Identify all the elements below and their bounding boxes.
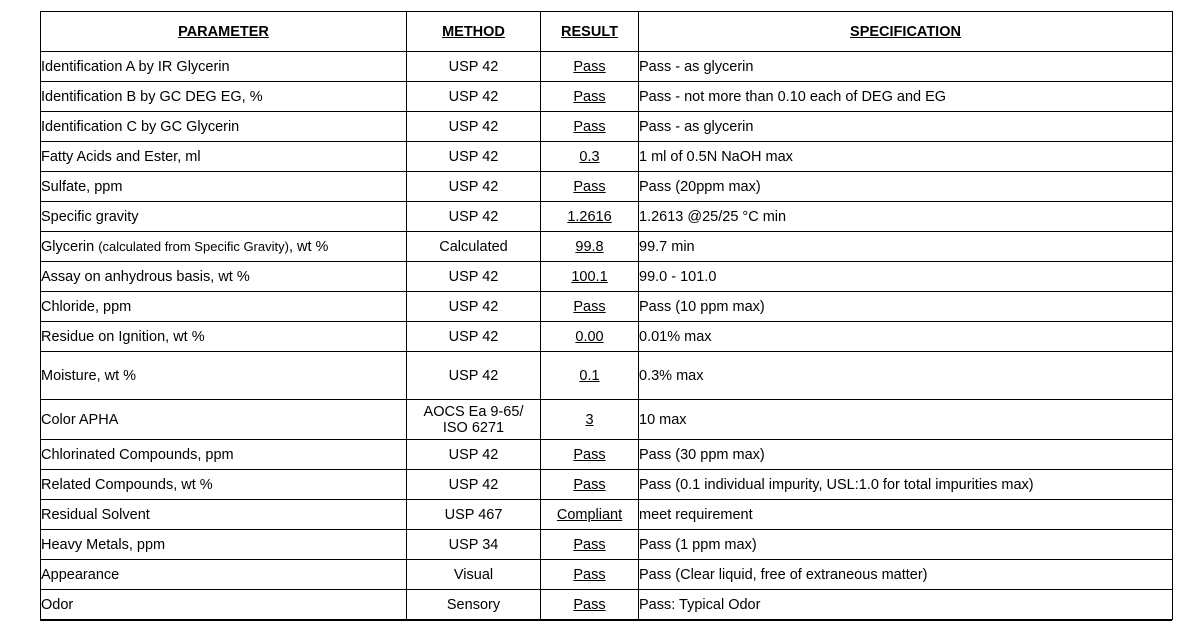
method-cell: USP 467 [407,500,541,530]
specification-cell: 1 ml of 0.5N NaOH max [639,142,1173,172]
table-row [41,292,1173,322]
parameter-cell: Heavy Metals, ppm [41,530,407,560]
method-cell: USP 42 [407,470,541,500]
parameter-cell: Sulfate, ppm [41,172,407,202]
table-row [41,82,1173,112]
result-cell [541,530,639,560]
parameter-cell: Fatty Acids and Ester, ml [41,142,407,172]
parameter-cell: Color APHA [41,400,407,440]
result-value: Pass [573,536,606,553]
table-bottom-rule [40,619,1172,621]
method-cell: USP 42 [407,172,541,202]
result-value: Pass [573,298,606,315]
method-cell: Calculated [407,232,541,262]
specification-cell: Pass (Clear liquid, free of extraneous matter) [639,560,1173,590]
table-row [41,560,1173,590]
parameter-cell: Residue on Ignition, wt % [41,322,407,352]
parameter-suffix: , wt % [288,238,329,255]
result-cell [541,560,639,590]
result-value: 100.1 [571,268,608,285]
result-cell [541,292,639,322]
specification-cell: meet requirement [639,500,1173,530]
result-cell [541,352,639,400]
method-cell: USP 42 [407,262,541,292]
result-value: Pass [573,446,606,463]
specification-cell: Pass (20ppm max) [639,172,1173,202]
result-value: Compliant [556,506,623,523]
parameter-cell [41,232,407,262]
parameter-cell: Related Compounds, wt % [41,470,407,500]
specification-sheet [40,11,1172,620]
method-cell: USP 42 [407,52,541,82]
specification-cell: Pass (1 ppm max) [639,530,1173,560]
result-cell [541,52,639,82]
method-cell [407,400,541,440]
method-cell: USP 34 [407,530,541,560]
result-value: 0.1 [579,367,600,384]
table-row [41,530,1173,560]
method-cell: USP 42 [407,82,541,112]
specification-cell: 0.01% max [639,322,1173,352]
specification-cell: 99.7 min [639,232,1173,262]
method-cell: USP 42 [407,440,541,470]
table-row [41,352,1173,400]
result-cell [541,202,639,232]
method-cell: USP 42 [407,292,541,322]
table-row [41,52,1173,82]
result-cell [541,172,639,202]
result-value: Pass [573,476,606,493]
parameter-cell: Assay on anhydrous basis, wt % [41,262,407,292]
result-value: Pass [573,58,606,75]
table-row [41,590,1173,620]
specification-cell: 0.3% max [639,352,1173,400]
method-line-2: ISO 6271 [442,419,505,436]
specification-cell: 1.2613 @25/25 °C min [639,202,1173,232]
method-line-1: AOCS Ea 9-65/ [423,403,524,420]
header-result: RESULT [541,12,639,52]
parameter-main: Glycerin [41,238,95,255]
result-cell [541,322,639,352]
header-specification: SPECIFICATION [639,12,1173,52]
method-cell: Visual [407,560,541,590]
table-row [41,232,1173,262]
parameter-cell: Identification B by GC DEG EG, % [41,82,407,112]
parameter-cell: Chloride, ppm [41,292,407,322]
parameter-note: (calculated from Specific Gravity) [98,238,289,254]
result-value: Pass [573,596,606,613]
result-value: Pass [573,566,606,583]
method-cell: USP 42 [407,142,541,172]
result-cell [541,590,639,620]
result-cell [541,500,639,530]
table-row [41,142,1173,172]
result-value: Pass [573,88,606,105]
table-row [41,400,1173,440]
result-cell [541,142,639,172]
header-method: METHOD [407,12,541,52]
header-parameter: PARAMETER [41,12,407,52]
result-cell [541,112,639,142]
table-row [41,262,1173,292]
table-row [41,500,1173,530]
table-header-row [41,12,1173,52]
result-cell [541,400,639,440]
parameter-cell: Chlorinated Compounds, ppm [41,440,407,470]
method-cell: USP 42 [407,322,541,352]
result-value: 0.00 [575,328,604,345]
parameter-cell: Appearance [41,560,407,590]
table-row [41,322,1173,352]
specification-cell: 10 max [639,400,1173,440]
method-cell: Sensory [407,590,541,620]
method-cell: USP 42 [407,352,541,400]
table-row [41,440,1173,470]
table-row [41,112,1173,142]
parameter-cell: Moisture, wt % [41,352,407,400]
method-cell: USP 42 [407,202,541,232]
specification-cell: Pass (30 ppm max) [639,440,1173,470]
parameter-cell: Odor [41,590,407,620]
table-row [41,202,1173,232]
result-value: 0.3 [579,148,600,165]
specification-cell: 99.0 - 101.0 [639,262,1173,292]
specification-cell: Pass (10 ppm max) [639,292,1173,322]
result-cell [541,470,639,500]
result-value: 1.2616 [567,208,612,225]
result-value: Pass [573,118,606,135]
specification-cell: Pass (0.1 individual impurity, USL:1.0 for total impurities max) [639,470,1173,500]
test-results-table [40,11,1173,620]
table-row [41,470,1173,500]
result-value: 3 [585,411,594,428]
specification-cell: Pass - as glycerin [639,52,1173,82]
parameter-cell: Specific gravity [41,202,407,232]
specification-cell: Pass - as glycerin [639,112,1173,142]
result-cell [541,440,639,470]
specification-cell: Pass - not more than 0.10 each of DEG and EG [639,82,1173,112]
result-cell [541,262,639,292]
specification-cell: Pass: Typical Odor [639,590,1173,620]
result-cell [541,232,639,262]
table-row [41,172,1173,202]
parameter-cell: Identification A by IR Glycerin [41,52,407,82]
result-cell [541,82,639,112]
result-value: Pass [573,178,606,195]
parameter-cell: Identification C by GC Glycerin [41,112,407,142]
method-cell: USP 42 [407,112,541,142]
parameter-cell: Residual Solvent [41,500,407,530]
result-value: 99.8 [575,238,604,255]
